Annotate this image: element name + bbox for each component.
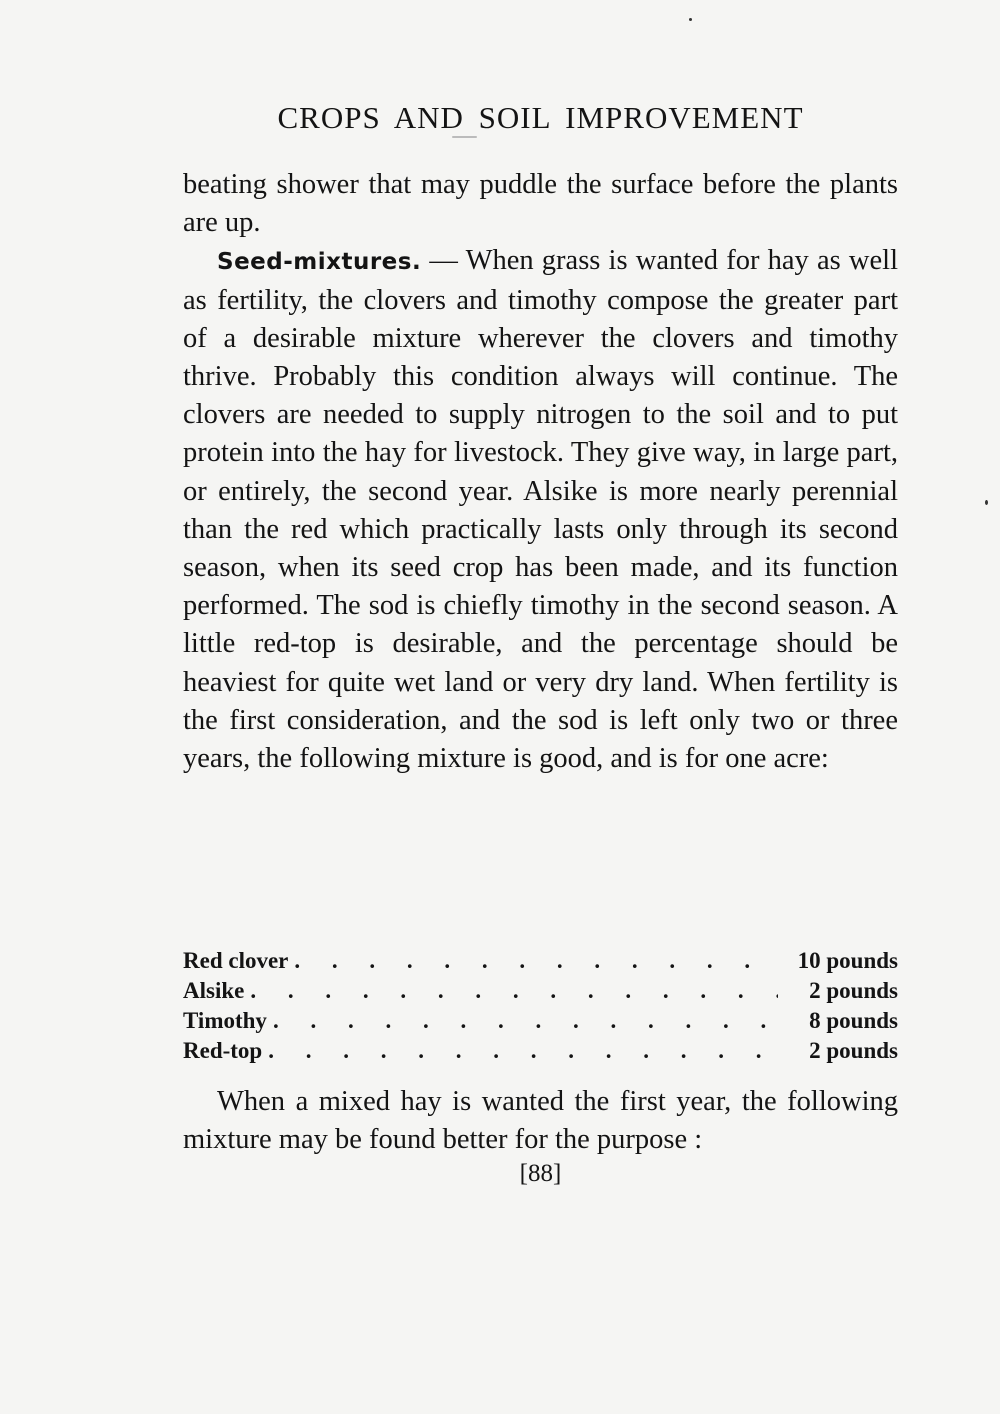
seed-name: Red clover: [183, 948, 289, 973]
run-in-heading: Seed-mixtures.: [217, 249, 422, 276]
table-row: [183, 948, 898, 978]
scan-speck: [985, 500, 988, 505]
seed-amount: 2 pounds: [809, 1038, 898, 1063]
page-number: [88]: [519, 1160, 562, 1187]
dot-leader: [294, 948, 778, 974]
scan-speck: [689, 18, 692, 21]
running-head: CROPS AND SOIL IMPROVEMENT: [277, 100, 804, 135]
paragraph-text: — When grass is wanted for hay as well as fertility, the clovers and timothy compose the greater part of a desirable mixture wherever the clovers and timothy thrive. Probably this condition always will continue. The clovers are needed to supply nitrogen to the soil and to put protein into the hay for livestock. They give way, in large part, or entirely, the second year. Alsike is more nearly perennial than the red which practically lasts only through its second season, when its seed crop has been made, and its function performed. The sod is chiefly timothy in the second season. A little red-top is desirable, and the percentage should be heaviest for quite wet land or very dry land. When fertility is the first consideration, and the sod is left only two or three years, the following mixture is good, and is for one acre:: [183, 245, 898, 775]
seed-amount: 8 pounds: [809, 1008, 898, 1033]
paragraph: When a mixed hay is wanted the first year, the following mixture may be found better for the purpose :: [183, 1086, 898, 1155]
body-text: [183, 166, 898, 778]
paragraph: beating shower that may puddle the surface before the plants are up.: [183, 169, 898, 239]
seed-amount: 2 pounds: [809, 978, 898, 1003]
seed-mixture-table: [183, 948, 898, 1068]
dot-leader: [268, 1038, 778, 1064]
seed-name: Timothy: [183, 1008, 267, 1033]
body-text-continued: [183, 1083, 898, 1159]
table-row: [183, 1038, 898, 1068]
dot-leader: [273, 1008, 778, 1034]
table-row: [183, 1008, 898, 1038]
seed-name: Red-top: [183, 1038, 263, 1063]
seed-name: Alsike: [183, 978, 245, 1003]
paragraph-seed-mixtures: [183, 242, 898, 778]
table-row: [183, 978, 898, 1008]
dot-leader: [250, 978, 778, 1004]
seed-amount: 10 pounds: [797, 948, 898, 973]
scan-speck: [452, 136, 477, 138]
